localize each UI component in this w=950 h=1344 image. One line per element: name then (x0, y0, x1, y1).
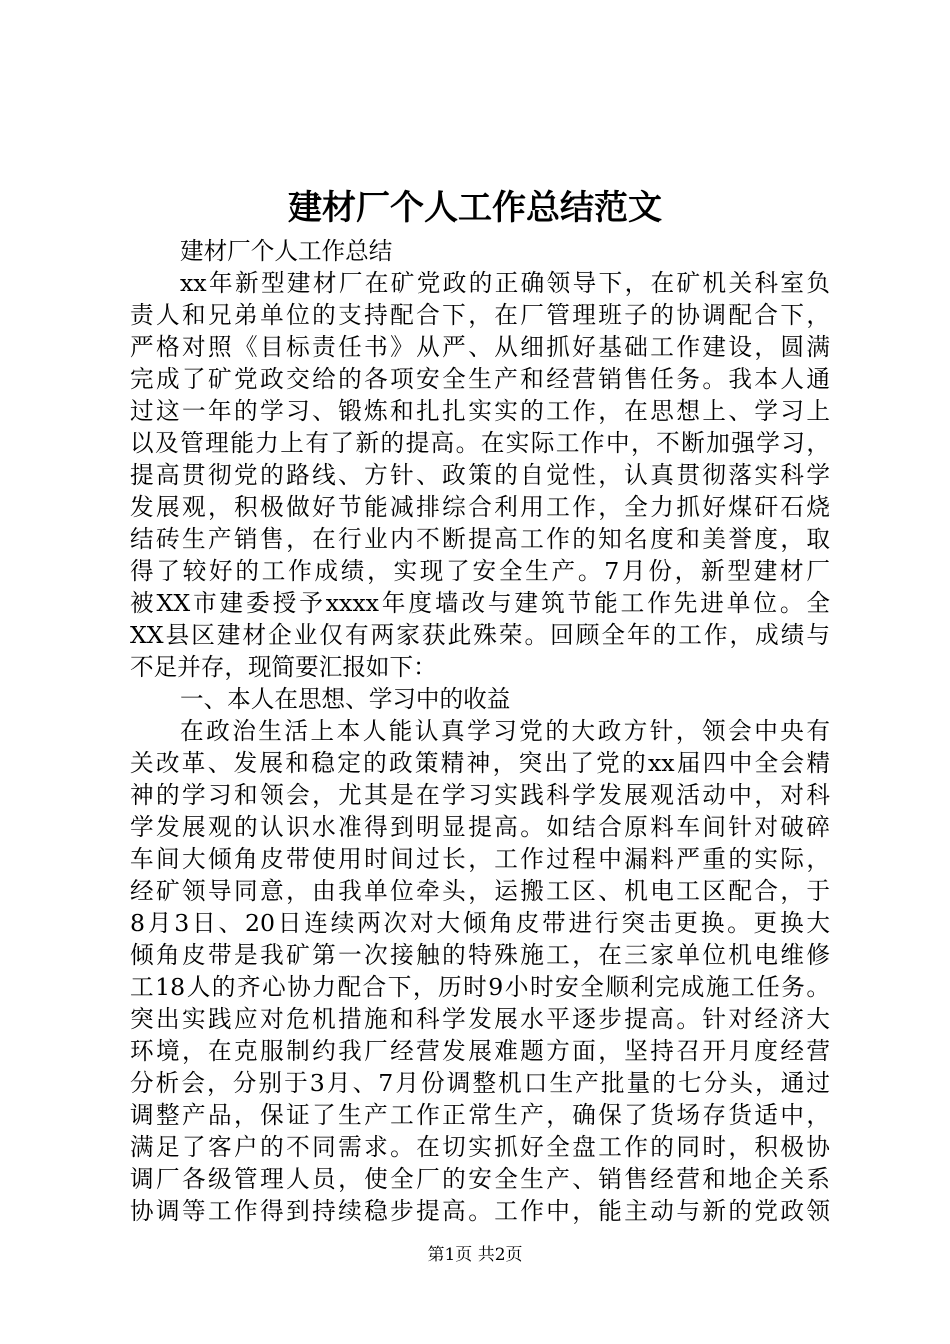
page-title: 建材厂个人工作总结范文 (288, 188, 662, 228)
text-line: 发展观，积极做好节能减排综合利用工作，全力抓好煤矸石烧 (130, 493, 830, 521)
text-line: 责人和兄弟单位的支持配合下，在厂管理班子的协调配合下， (130, 301, 830, 329)
text-line: 满足了客户的不同需求。在切实抓好全盘工作的同时，积极协 (130, 1133, 830, 1161)
text-line: 一、本人在思想、学习中的收益 (180, 685, 511, 713)
text-line: 调整产品，保证了生产工作正常生产，确保了货场存货适中， (130, 1101, 830, 1129)
text-line: 得了较好的工作成绩，实现了安全生产。7月份，新型建材厂 (130, 557, 830, 585)
page-footer: 第1页 共2页 (427, 1245, 523, 1265)
text-line: 调厂各级管理人员，使全厂的安全生产、销售经营和地企关系 (130, 1165, 830, 1193)
text-line: 突出实践应对危机措施和科学发展水平逐步提高。针对经济大 (130, 1005, 830, 1033)
text-line: 建材厂个人工作总结 (180, 237, 393, 265)
text-line: 关改革、发展和稳定的政策精神，突出了党的xx届四中全会精 (130, 749, 830, 777)
text-line: 8月3日、20日连续两次对大倾角皮带进行突击更换。更换大 (130, 909, 830, 937)
text-line: 结砖生产销售，在行业内不断提高工作的知名度和美誉度，取 (130, 525, 830, 553)
text-line: 被XX市建委授予xxxx年度墙改与建筑节能工作先进单位。全 (130, 589, 830, 617)
text-line: 不足并存，现简要汇报如下： (130, 653, 437, 681)
text-line: 以及管理能力上有了新的提高。在实际工作中，不断加强学习， (130, 429, 830, 457)
text-line: 经矿领导同意，由我单位牵头，运搬工区、机电工区配合，于 (130, 877, 830, 905)
text-line: 神的学习和领会，尤其是在学习实践科学发展观活动中，对科 (130, 781, 830, 809)
text-line: 工18人的齐心协力配合下，历时9小时安全顺利完成施工任务。 (130, 973, 830, 1001)
text-line: 提高贯彻党的路线、方针、政策的自觉性，认真贯彻落实科学 (130, 461, 830, 489)
text-line: 环境，在克服制约我厂经营发展难题方面，坚持召开月度经营 (130, 1037, 830, 1065)
text-line: xx年新型建材厂在矿党政的正确领导下，在矿机关科室负 (180, 269, 830, 297)
text-line: 倾角皮带是我矿第一次接触的特殊施工，在三家单位机电维修 (130, 941, 830, 969)
text-line: 过这一年的学习、锻炼和扎扎实实的工作，在思想上、学习上 (130, 397, 830, 425)
document-body (130, 235, 830, 1227)
text-line: 学发展观的认识水准得到明显提高。如结合原料车间针对破碎 (130, 813, 830, 841)
text-line: 分析会，分别于3月、7月份调整机口生产批量的七分头，通过 (130, 1069, 830, 1097)
text-line: 在政治生活上本人能认真学习党的大政方针，领会中央有 (180, 717, 830, 745)
text-line: 协调等工作得到持续稳步提高。工作中，能主动与新的党政领 (130, 1197, 830, 1225)
text-line: 车间大倾角皮带使用时间过长，工作过程中漏料严重的实际， (130, 845, 830, 873)
text-line: 严格对照《目标责任书》从严、从细抓好基础工作建设，圆满 (130, 333, 830, 361)
text-line: 完成了矿党政交给的各项安全生产和经营销售任务。我本人通 (130, 365, 830, 393)
text-line: XX县区建材企业仅有两家获此殊荣。回顾全年的工作，成绩与 (130, 621, 830, 649)
